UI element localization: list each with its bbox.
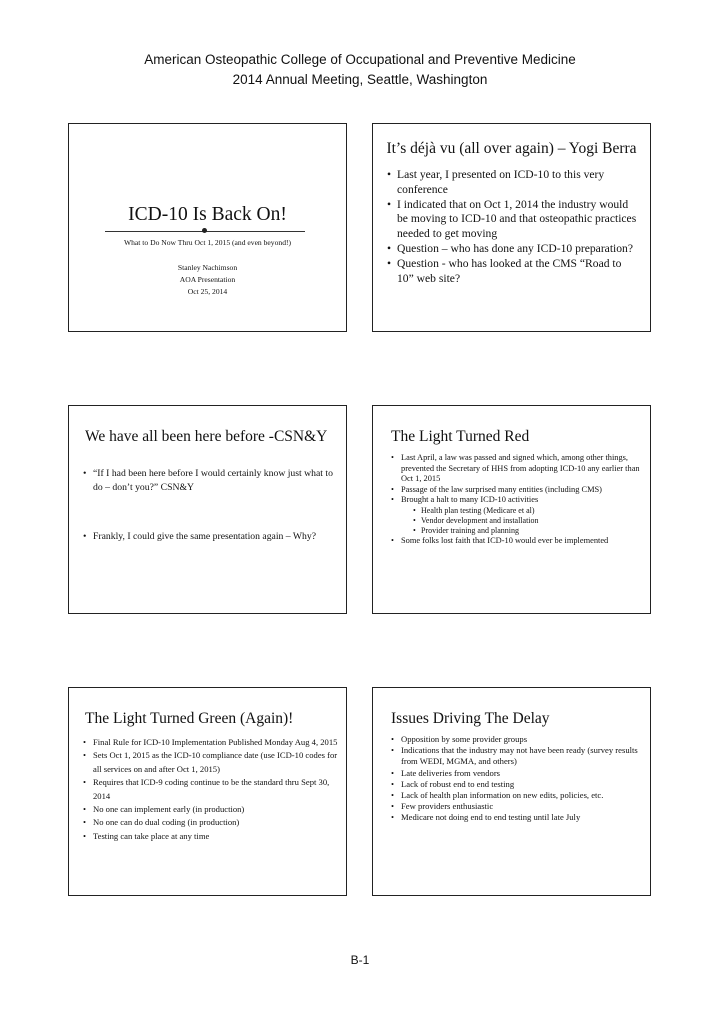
slide-4-bullets [391,453,640,547]
slide-2-bullets [387,168,640,286]
list-item [391,495,640,536]
list-item: • Frankly, I could give the same presentation again – Why? [83,530,336,544]
list-item: • Opposition by some provider groups [391,734,642,745]
list-item: • Requires that ICD-9 coding continue to be the standard thru Sept 30, 2014 [83,776,338,803]
slide-2-heading: It’s déjà vu (all over again) – Yogi Berra [386,140,637,157]
list-item: • Final Rule for ICD-10 Implementation Published Monday Aug 4, 2015 [83,736,338,749]
slide-6-issues-delay [372,687,651,896]
list-item: • Last year, I presented on ICD-10 to this very conference [387,168,640,198]
slide-1-date: Oct 25, 2014 [187,287,228,296]
slide-1-author: Stanley Nachimson [177,263,238,272]
header-line-2: 2014 Annual Meeting, Seattle, Washington [232,72,488,87]
list-item: • “If I had been here before I would certainly know just what to do – don’t you?” CSN&Y [83,467,336,494]
list-item: • Question - who has looked at the CMS “Road to 10” web site? [387,257,640,287]
sub-list-item: • Health plan testing (Medicare et al) [413,506,640,516]
list-item: • Last April, a law was passed and signed which, among other things, prevented the Secretary of HHS from adopting ICD-10 any earlier than Oct 1, 2015 [391,453,640,485]
list-item: • Indications that the industry may not have been ready (survey results from WEDI, MGMA, and others) [391,745,642,767]
slide-2-deja-vu [372,123,651,332]
list-item: • Few providers enthusiastic [391,801,642,812]
slide-5-light-green [68,687,347,896]
slide-1-org: AOA Presentation [179,275,236,284]
slide-4-heading: The Light Turned Red [391,428,530,445]
list-item: • Medicare not doing end to end testing until late July [391,812,642,823]
page-number: B-1 [350,953,370,967]
list-item: • Lack of health plan information on new edits, policies, etc. [391,790,642,801]
slide-5-heading: The Light Turned Green (Again)! [85,710,294,727]
slide-3-bullets [83,467,336,544]
list-item: • Testing can take place at any time [83,830,338,843]
list-item: • No one can implement early (in production) [83,803,338,816]
slide-6-bullets [391,734,642,824]
slide-3-heading: We have all been here before -CSN&Y [85,428,328,445]
list-item: • No one can do dual coding (in production) [83,816,338,829]
slide-4-light-red [372,405,651,614]
list-item: • Sets Oct 1, 2015 as the ICD-10 compliance date (use ICD-10 codes for all services on and after Oct 1, 2015) [83,749,338,776]
slide-1-subtitle: What to Do Now Thru Oct 1, 2015 (and even beyond!) [123,238,292,247]
list-item: • Passage of the law surprised many entities (including CMS) [391,485,640,496]
slide-4-subbullets [401,506,640,536]
sub-list-item: • Provider training and planning [413,526,640,536]
slide-3-been-here [68,405,347,614]
header-line-1: American Osteopathic College of Occupational and Preventive Medicine [144,52,576,67]
slide-5-bullets [83,736,338,843]
list-item-text: Brought a halt to many ICD-10 activities [401,495,539,505]
slide-6-heading: Issues Driving The Delay [391,710,550,727]
slide-1-credits [69,262,346,298]
list-item: • Late deliveries from vendors [391,768,642,779]
sub-list-item: • Vendor development and installation [413,516,640,526]
list-item: • Lack of robust end to end testing [391,779,642,790]
slide-1-divider-dot [202,228,207,233]
slide-1-title [68,123,347,332]
list-item: • Question – who has done any ICD-10 preparation? [387,242,640,257]
list-item: • Some folks lost faith that ICD-10 would ever be implemented [391,536,640,547]
list-item: • I indicated that on Oct 1, 2014 the industry would be moving to ICD-10 and that osteopathic practices needed to get moving [387,198,640,242]
slide-1-heading: ICD-10 Is Back On! [128,204,287,225]
page-header [0,50,720,90]
